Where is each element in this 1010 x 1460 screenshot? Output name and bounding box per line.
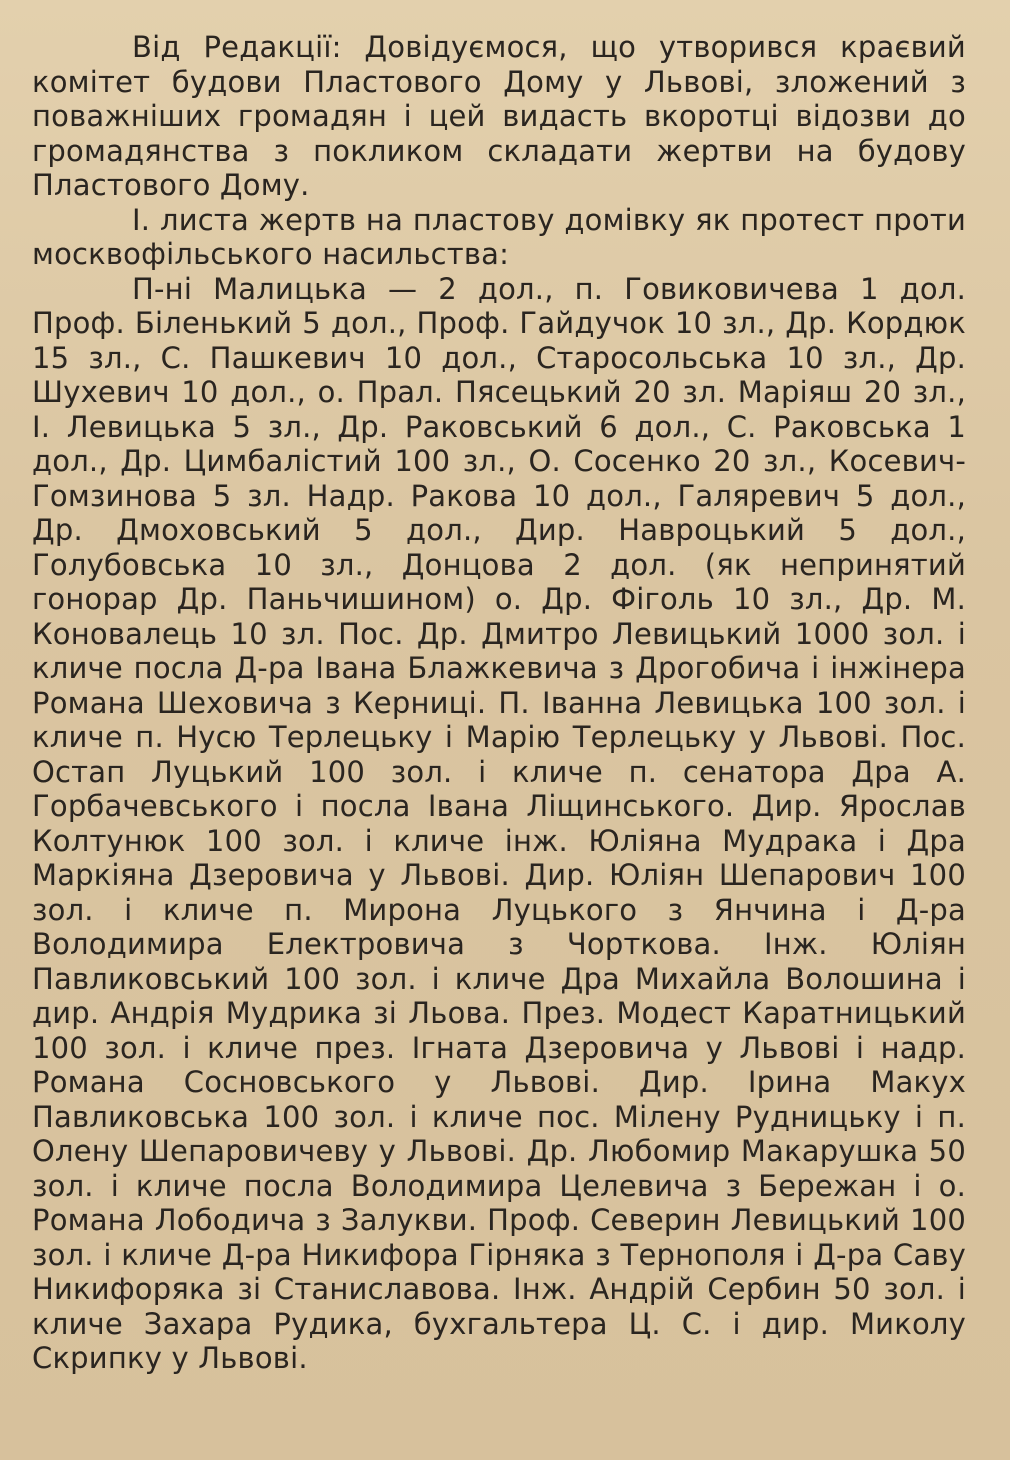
editorial-note-label: Від Редакції:	[132, 30, 342, 64]
editorial-note-text: Довідуємося, що утворився краєвий комітет будови Пластового Дому у Львові, зложений з поважніших громадян і цей видасть вкоротці відозви до громадянства з покликом складати жертви на будову Пластового Дому.	[32, 30, 966, 202]
donation-list-heading: І. листа жертв на пластову домівку як протест проти москвофільського насильства:	[32, 202, 966, 271]
donation-list: П-ні Малицька — 2 дол., п. Говиковичева 1 дол. Проф. Біленький 5 дол., Проф. Гайдучок 10 зл., Др. Кордюк 15 зл., С. Пашкевич 10 дол., Старосольська 10 зл., Др. Шухевич 10 дол., о. Прал. Пясецький 20 зл. Маріяш 20 зл., І. Левицька 5 зл., Др. Раковський 6 дол., С. Раковська 1 дол., Др. Цимбалістий 100 зл., О. Сосенко 20 зл., Косевич-Гомзинова 5 зл. Надр. Ракова 10 дол., Галяревич 5 дол., Др. Дмоховський 5 дол., Дир. Навроцький 5 дол., Голубовська 10 зл., Донцова 2 дол. (як непринятий гонорар Др. Паньчишином) о. Др. Фіголь 10 зл., Др. М. Коновалець 10 зл. Пос. Др. Дмитро Левицький 1000 зол. і кличе посла Д-ра Івана Блажкевича з Дрогобича і інжінера Романа Шеховича з Керниці. П. Іванна Левицька 100 зол. і кличе п. Нусю Терлецьку і Марію Терлецьку у Львові. Пос. Остап Луцький 100 зол. і кличе п. сенатора Дра А. Горбачевського і посла Івана Ліщинського. Дир. Ярослав Колтунюк 100 зол. і кличе інж. Юліяна Мудрака і Дра Маркіяна Дзеровича у Львові. Дир. Юліян Шепарович 100 зол. і кличе п. Мирона Луцького з Янчина і Д-ра Володимира Електровича з Чорткова. Інж. Юліян Павликовський 100 зол. і кличе Дра Михайла Волошина і дир. Андрія Мудрика зі Льова. През. Модест Каратницький 100 зол. і кличе през. Ігната Дзеровича у Львові і надр. Романа Сосновського у Львові. Дир. Ірина Макух Павликовська 100 зол. і кличе пос. Мілену Рудницьку і п. Олену Шепаровичеву у Львові. Др. Любомир Макарушка 50 зол. і кличе посла Володимира Целевича з Бережан і о. Романа Лободича з Залукви. Проф. Северин Левицький 100 зол. і кличе Д-ра Никифора Гірняка з Тернополя і Д-ра Саву Никифоряка зі Станиславова. Інж. Андрій Сербин 50 зол. і кличе Захара Рудика, бухгальтера Ц. С. і дир. Миколу Скрипку у Львові.	[32, 271, 966, 1375]
editorial-note	[32, 30, 966, 203]
